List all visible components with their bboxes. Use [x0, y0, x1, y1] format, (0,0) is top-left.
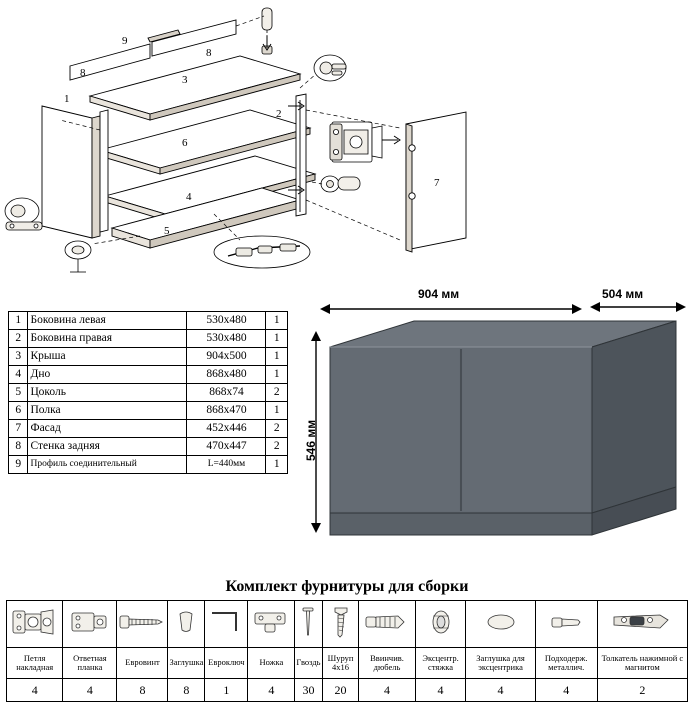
- hardware-label: Шуруп 4х16: [322, 648, 359, 679]
- hardware-qty: 4: [7, 679, 63, 702]
- euro-screw-icon: [117, 601, 168, 648]
- part-qty: 1: [266, 456, 288, 474]
- height-dimension-label: 546 мм: [304, 419, 318, 461]
- dowel-icon: [359, 601, 415, 648]
- part-name: Дно: [28, 366, 187, 384]
- part-qty: 1: [266, 348, 288, 366]
- table-row: [9, 384, 288, 402]
- part-number: 6: [9, 402, 28, 420]
- hardware-qty: 4: [248, 679, 295, 702]
- svg-text:1: 1: [64, 93, 70, 105]
- hardware-label: Подходерж. металлич.: [535, 648, 597, 679]
- hinge-icon: [7, 601, 63, 648]
- depth-dimension: [590, 302, 686, 312]
- cam-cap-icon: [466, 601, 535, 648]
- table-row: [9, 348, 288, 366]
- part-number: 2: [9, 330, 28, 348]
- hardware-qty: 20: [322, 679, 359, 702]
- svg-text:6: 6: [182, 137, 188, 149]
- magnet-catch-icon: [597, 601, 687, 648]
- hardware-qty: 4: [535, 679, 597, 702]
- part-size: 530х480: [187, 330, 266, 348]
- hardware-label: Гвоздь: [295, 648, 322, 679]
- part-name: Стенка задняя: [28, 438, 187, 456]
- hardware-label: Заглушка для эксцентрика: [466, 648, 535, 679]
- hardware-qty-row: [7, 679, 688, 702]
- part-size: 452х446: [187, 420, 266, 438]
- table-row: [9, 312, 288, 330]
- width-dimension-label: 904 мм: [418, 287, 460, 301]
- hardware-icon-row: [7, 601, 688, 648]
- part-name: Боковина левая: [28, 312, 187, 330]
- part-number: 5: [9, 384, 28, 402]
- part-size: 470х447: [187, 438, 266, 456]
- hardware-label: Заглушка: [168, 648, 205, 679]
- hardware-qty: 2: [597, 679, 687, 702]
- part-qty: 2: [266, 420, 288, 438]
- shelf-support-icon: [535, 601, 597, 648]
- part-name: Профиль соединительный: [28, 456, 187, 474]
- hardware-qty: 4: [415, 679, 466, 702]
- part-qty: 2: [266, 438, 288, 456]
- table-row: [9, 438, 288, 456]
- hardware-label: Ответная планка: [63, 648, 117, 679]
- hardware-kit-table: [6, 600, 688, 702]
- part-name: Цоколь: [28, 384, 187, 402]
- part-size: L=440мм: [187, 456, 266, 474]
- cam-lock-icon: [415, 601, 466, 648]
- hardware-label: Эксцентр. стяжка: [415, 648, 466, 679]
- euro-key-icon: [205, 601, 248, 648]
- svg-text:8: 8: [206, 47, 212, 59]
- part-qty: 1: [266, 366, 288, 384]
- table-row: [9, 366, 288, 384]
- parts-table-body: [9, 312, 288, 474]
- table-row: [9, 330, 288, 348]
- assembly-drawing: [0, 0, 694, 285]
- svg-text:9: 9: [122, 35, 128, 47]
- part-number: 9: [9, 456, 28, 474]
- screw-icon: [322, 601, 359, 648]
- svg-text:2: 2: [276, 108, 282, 120]
- part-name: Фасад: [28, 420, 187, 438]
- part-number: 3: [9, 348, 28, 366]
- part-number: 1: [9, 312, 28, 330]
- assembly-svg: [0, 0, 694, 290]
- hardware-qty: 8: [168, 679, 205, 702]
- hardware-qty: 1: [205, 679, 248, 702]
- width-dimension: [320, 304, 582, 314]
- hardware-kit-title: Комплект фурнитуры для сборки: [225, 578, 469, 595]
- part-size: 530х480: [187, 312, 266, 330]
- hardware-qty: 8: [117, 679, 168, 702]
- hardware-qty: 4: [63, 679, 117, 702]
- part-qty: 1: [266, 312, 288, 330]
- part-size: 868х74: [187, 384, 266, 402]
- part-size: 904х500: [187, 348, 266, 366]
- svg-text:3: 3: [182, 74, 188, 86]
- depth-dimension-label: 504 мм: [602, 287, 644, 301]
- part-size: 868х470: [187, 402, 266, 420]
- parts-table: [8, 311, 288, 474]
- hardware-qty: 4: [359, 679, 415, 702]
- part-name: Боковина правая: [28, 330, 187, 348]
- part-qty: 1: [266, 402, 288, 420]
- cabinet-view: [300, 285, 694, 565]
- nail-icon: [295, 601, 322, 648]
- part-number: 7: [9, 420, 28, 438]
- svg-text:8: 8: [80, 67, 86, 79]
- svg-text:4: 4: [186, 191, 192, 203]
- part-number: 4: [9, 366, 28, 384]
- cabinet-svg: [300, 285, 694, 565]
- part-size: 868х480: [187, 366, 266, 384]
- part-number: 8: [9, 438, 28, 456]
- hardware-label-row: [7, 648, 688, 679]
- svg-text:7: 7: [434, 177, 440, 189]
- leg-icon: [248, 601, 295, 648]
- hardware-qty: 30: [295, 679, 322, 702]
- table-row: [9, 420, 288, 438]
- hardware-label: Петля накладная: [7, 648, 63, 679]
- part-qty: 1: [266, 330, 288, 348]
- hardware-label: Толкатель нажимной с магнитом: [597, 648, 687, 679]
- hardware-label: Ввинчив. дюбель: [359, 648, 415, 679]
- table-row: [9, 402, 288, 420]
- svg-text:5: 5: [164, 225, 170, 237]
- table-row: [9, 456, 288, 474]
- hardware-qty: 4: [466, 679, 535, 702]
- part-name: Крыша: [28, 348, 187, 366]
- hardware-label: Евровинт: [117, 648, 168, 679]
- hardware-label: Евроключ: [205, 648, 248, 679]
- part-name: Полка: [28, 402, 187, 420]
- part-qty: 2: [266, 384, 288, 402]
- cabinet-body: [330, 321, 676, 535]
- cap-icon: [168, 601, 205, 648]
- hinge-plate-icon: [63, 601, 117, 648]
- hardware-label: Ножка: [248, 648, 295, 679]
